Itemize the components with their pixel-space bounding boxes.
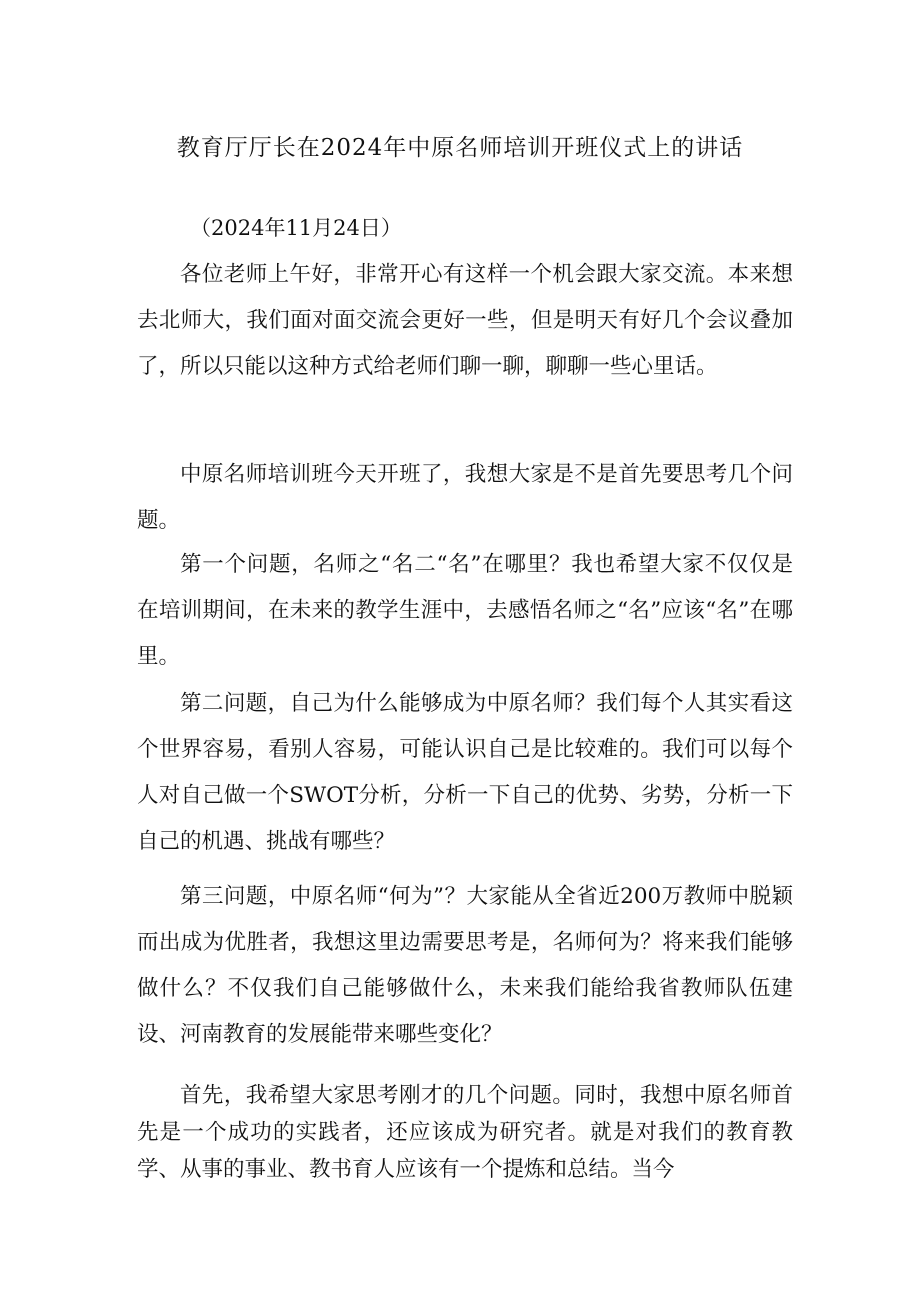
paragraph-first-point: 首先，我希望大家思考刚才的几个问题。同时，我想中原名师首先是一个成功的实践者，还应该成为研究者。就是对我们的教育教学、从事的事业、教书育人应该有一个提炼和总结。当今 bbox=[137, 1083, 793, 1182]
paragraph-question-two: 第二问题，自己为什么能够成为中原名师？我们每个人其实看这个世界容易，看别人容易，可能认识自己是比较难的。我们可以每个人对自己做一个SWOT分析，分析一下自己的优势、劣势，分析一下自己的机遇、挑战有哪些？ bbox=[137, 691, 793, 854]
paragraph-intro: 中原名师培训班今天开班了，我想大家是不是首先要思考几个问题。 bbox=[137, 462, 793, 533]
document-title: 教育厅厅长在2024年中原名师培训开班仪式上的讲话 bbox=[176, 135, 744, 161]
paragraph-greeting: 各位老师上午好，非常开心有这样一个机会跟大家交流。本来想去北师大，我们面对面交流会更好一些，但是明天有好几个会议叠加了，所以只能以这种方式给老师们聊一聊，聊聊一些心里话。 bbox=[137, 262, 793, 379]
paragraph-question-three: 第三问题，中原名师“何为”？大家能从全省近200万教师中脱颖而出成为优胜者，我想这里边需要思考是，名师何为？将来我们能够做什么？不仅我们自己能够做什么，未来我们能给我省教师队伍建设、河南教育的发展能带来哪些变化？ bbox=[137, 884, 793, 1047]
speech-date: （2024年11月24日） bbox=[190, 216, 402, 240]
paragraph-question-one: 第一个问题，名师之“名二“名”在哪里？我也希望大家不仅仅是在培训期间，在未来的教学生涯中，去感悟名师之“名”应该“名”在哪里。 bbox=[137, 552, 793, 669]
